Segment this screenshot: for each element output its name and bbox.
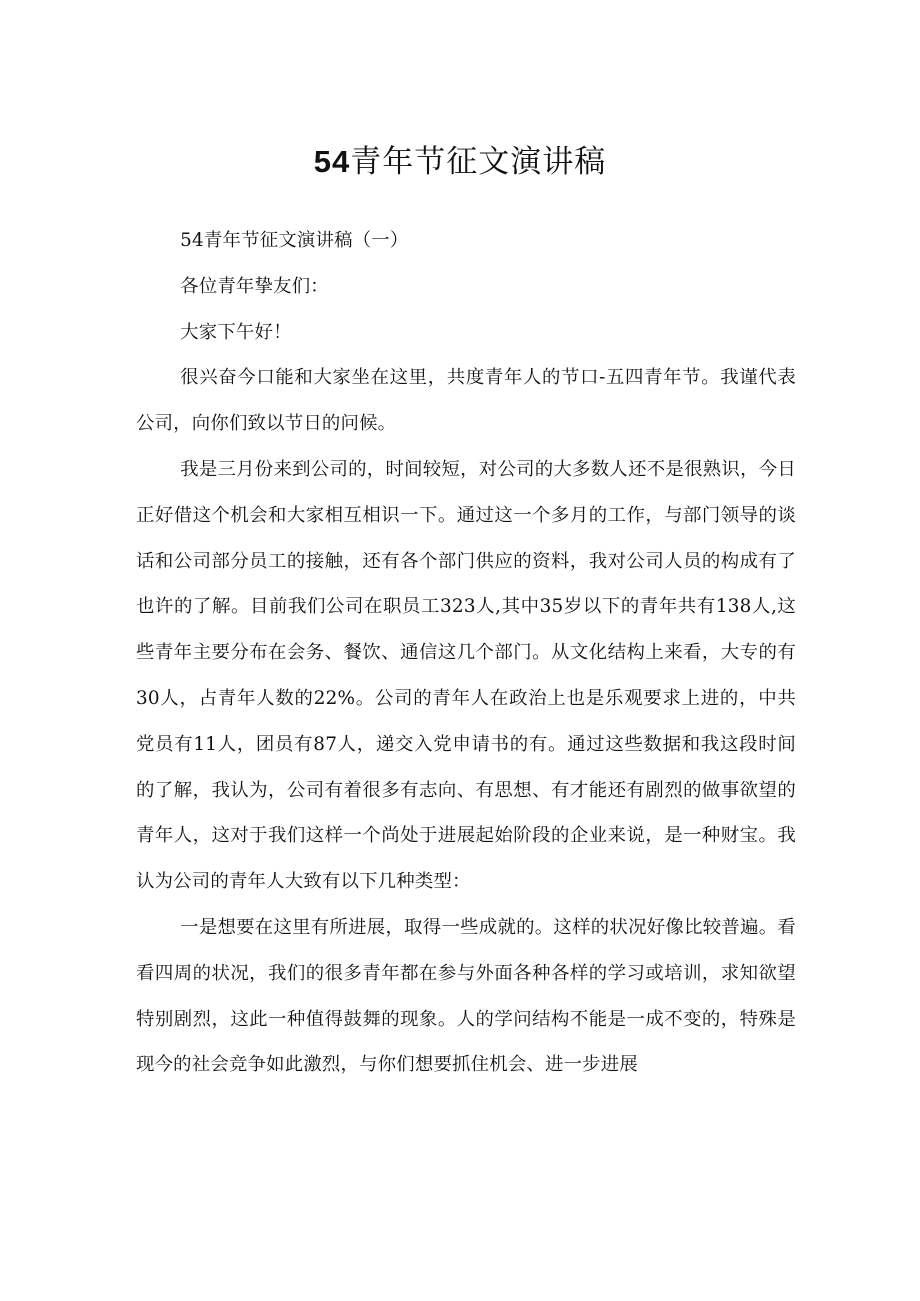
title-text: 青年节征文演讲稿	[350, 144, 607, 180]
document-title	[0, 138, 920, 186]
greeting-paragraph: 各位青年挚友们：	[180, 275, 329, 297]
subtitle-paragraph: 54青年节征文演讲稿（一）	[180, 230, 409, 251]
title-number: 54	[313, 144, 351, 179]
salutation-paragraph: 大家下午好！	[180, 321, 292, 343]
body-paragraph: 一是想要在这里有所进展，取得一些成就的。这样的状况好像比较普遍。看看四周的状况，我们的很多青年都在参与外面各种各样的学习或培训，求知欲望特别剧烈，这此一种值得鼓舞的现象。人的学问结构不能是一成不变的，特殊是现今的社会竞争如此激烈，与你们想要抓住机会、进一步进展	[136, 916, 796, 1076]
body-paragraph: 很兴奋今口能和大家坐在这里，共度青年人的节口-五四青年节。我谨代表公司，向你们致以节日的问候。	[136, 367, 796, 435]
body-paragraph: 我是三月份来到公司的，时间较短，对公司的大多数人还不是很熟识，今日正好借这个机会和大家相互相识一下。通过这一个多月的工作，与部门领导的谈话和公司部分员工的接触，还有各个部门供应的资料，我对公司人员的构成有了也许的了解。目前我们公司在职员工323人,其中35岁以下的青年共有138人,这些青年主要分布在会务、餐饮、通信这几个部门。从文化结构上来看，大专的有30人，占青年人数的22%。公司的青年人在政治上也是乐观要求上进的，中共党员有11人，团员有87人，递交入党申请书的有。通过这些数据和我这段时间的了解，我认为，公司有着很多有志向、有思想、有才能还有剧烈的做事欲望的青年人，这对于我们这样一个尚处于进展起始阶段的企业来说，是一种财宝。我认为公司的青年人大致有以下几种类型：	[136, 458, 796, 893]
document-body	[136, 218, 796, 1088]
